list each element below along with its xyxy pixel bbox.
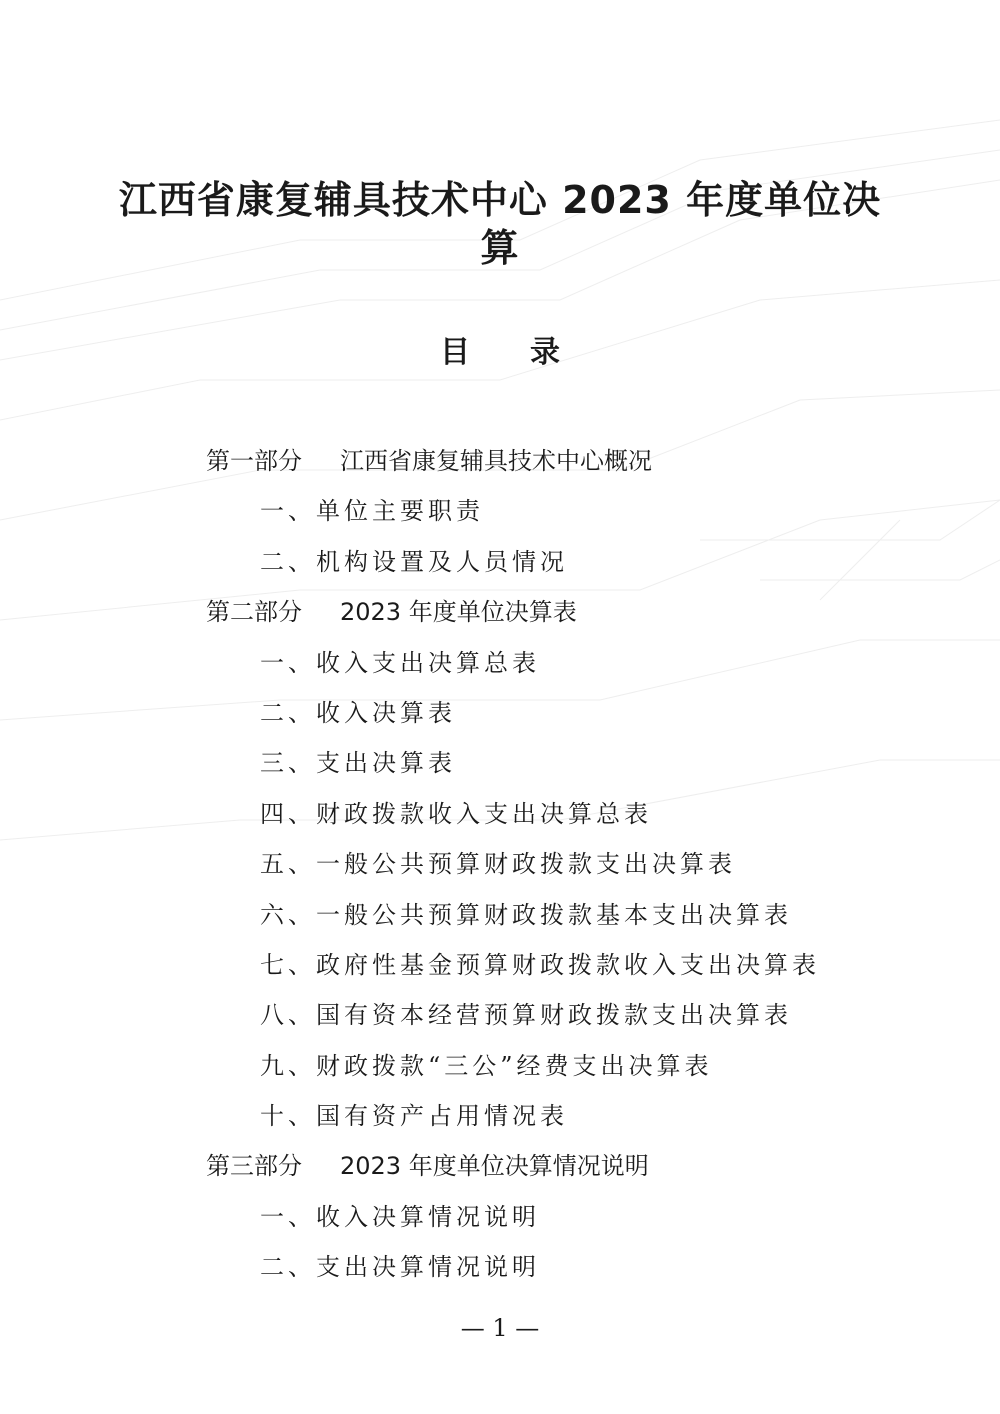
toc-heading [0, 333, 1000, 373]
document-title [100, 176, 900, 272]
toc-heading-left: 目 [440, 335, 470, 370]
toc-item: 七、政府性基金预算财政拨款收入支出决算表 [260, 950, 820, 979]
document-title-line-1: 江西省康复辅具技术中心 2023 年度单位决 [118, 178, 882, 222]
document-title-line-2: 算 [480, 226, 520, 270]
toc-item: 三、支出决算表 [260, 749, 456, 778]
toc-item: 一、收入决算情况说明 [260, 1202, 540, 1231]
toc-item: 二、机构设置及人员情况 [260, 547, 568, 576]
toc-item: 六、一般公共预算财政拨款基本支出决算表 [260, 900, 792, 929]
toc-part-title: 2023 年度单位决算情况说明 [340, 1152, 649, 1181]
toc-part-title: 江西省康复辅具技术中心概况 [340, 447, 652, 475]
toc-part-title: 2023 年度单位决算表 [340, 598, 577, 627]
table-of-contents [0, 436, 1000, 1293]
toc-item: 四、财政拨款收入支出决算总表 [260, 799, 652, 828]
toc-item: 八、国有资本经营预算财政拨款支出决算表 [260, 1001, 792, 1030]
toc-item: 十、国有资产占用情况表 [260, 1102, 568, 1131]
toc-item: 五、一般公共预算财政拨款支出决算表 [260, 850, 736, 879]
toc-item: 二、支出决算情况说明 [260, 1253, 540, 1282]
toc-item: 二、收入决算表 [260, 698, 456, 727]
toc-part-label: 第二部分 [206, 598, 302, 627]
toc-item: 九、财政拨款“三公”经费支出决算表 [260, 1051, 713, 1080]
toc-heading-right: 录 [530, 335, 560, 370]
toc-item: 一、单位主要职责 [260, 497, 484, 526]
toc-part-label: 第三部分 [206, 1152, 302, 1181]
toc-item: 一、收入支出决算总表 [260, 648, 540, 677]
page-number: — 1 — [460, 1314, 540, 1342]
toc-part-1 [0, 436, 1000, 486]
toc-part-label: 第一部分 [206, 447, 302, 475]
toc-part-2 [0, 587, 1000, 637]
toc-part-3 [0, 1141, 1000, 1191]
